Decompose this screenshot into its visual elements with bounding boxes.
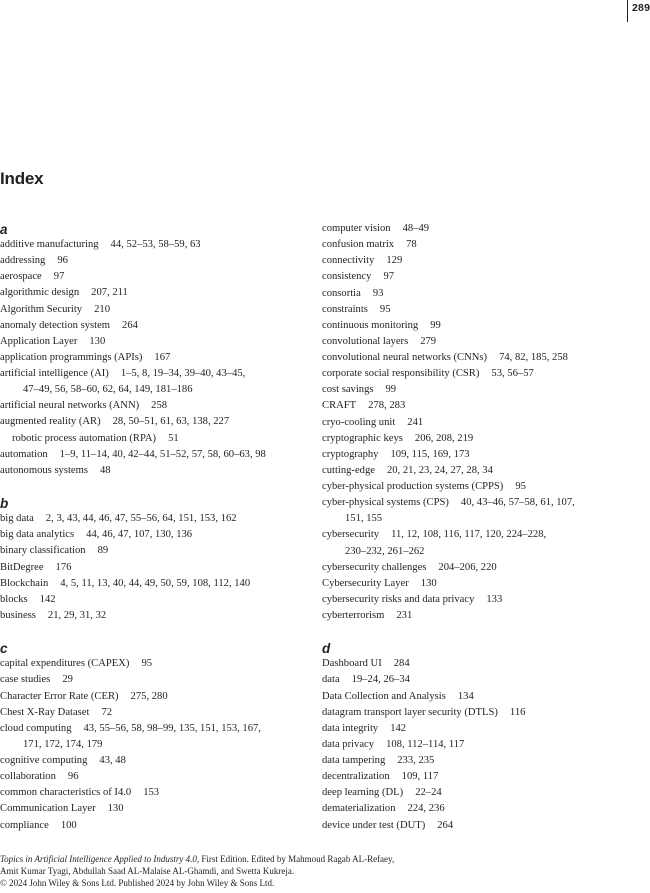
entry-term: Chest X-Ray Dataset bbox=[0, 706, 90, 718]
index-entry bbox=[0, 414, 308, 430]
index-entry bbox=[322, 769, 648, 785]
header-rule bbox=[627, 0, 628, 22]
entry-pages: 89 bbox=[97, 545, 109, 557]
footer-line-3: © 2024 John Wiley & Sons Ltd. Published 2024 by John Wiley & Sons Ltd. bbox=[0, 878, 275, 889]
entry-pages: 204–206, 220 bbox=[438, 561, 497, 573]
section-gap bbox=[322, 624, 648, 640]
entry-pages: 264 bbox=[437, 819, 454, 831]
entry-term: cryptography bbox=[322, 448, 379, 460]
entry-pages: 21, 29, 31, 32 bbox=[47, 609, 107, 621]
entry-pages: 130 bbox=[107, 803, 124, 815]
entry-term: business bbox=[0, 609, 36, 621]
index-entry bbox=[0, 350, 308, 366]
index-entry bbox=[322, 818, 648, 834]
entry-term: binary classification bbox=[0, 545, 86, 557]
index-entry bbox=[322, 415, 648, 431]
entry-pages: 97 bbox=[53, 271, 65, 283]
section-gap bbox=[0, 479, 308, 495]
entry-term: addressing bbox=[0, 255, 46, 267]
index-entry bbox=[322, 237, 648, 253]
entry-pages: 93 bbox=[372, 287, 384, 299]
index-entry bbox=[322, 463, 648, 479]
entry-term: cyber-physical systems (CPS) bbox=[322, 497, 449, 509]
index-entry bbox=[0, 785, 308, 801]
index-entry bbox=[0, 334, 308, 350]
entry-term: datagram transport layer security (DTLS) bbox=[322, 706, 498, 718]
entry-term: additive manufacturing bbox=[0, 239, 99, 251]
entry-pages: 1–9, 11–14, 40, 42–44, 51–52, 57, 58, 60–63, 98 bbox=[59, 448, 266, 460]
index-entry bbox=[0, 818, 308, 834]
entry-pages-continued: 171, 172, 174, 179 bbox=[23, 738, 103, 750]
entry-term: Communication Layer bbox=[0, 803, 96, 815]
entry-term: Cybersecurity Layer bbox=[322, 577, 409, 589]
section-letter: a bbox=[0, 222, 8, 237]
entry-pages-continued: 230–232, 261–262 bbox=[345, 545, 425, 557]
entry-term: cryo-cooling unit bbox=[322, 416, 396, 428]
index-entry bbox=[322, 286, 648, 302]
entry-pages: 206, 208, 219 bbox=[414, 432, 474, 444]
entry-pages: 153 bbox=[143, 787, 160, 799]
entry-pages: 72 bbox=[101, 706, 113, 718]
entry-pages: 44, 46, 47, 107, 130, 136 bbox=[86, 529, 193, 541]
entry-pages: 48 bbox=[100, 464, 111, 476]
index-entry bbox=[0, 285, 308, 301]
entry-term: autonomous systems bbox=[0, 464, 88, 476]
index-entry bbox=[0, 560, 308, 576]
entry-pages: 264 bbox=[122, 319, 138, 331]
footer-editors: First Edition. Edited by Mahmoud Ragab AL-Refaey, bbox=[199, 854, 395, 864]
entry-pages: 11, 12, 108, 116, 117, 120, 224–228, bbox=[391, 529, 547, 541]
entry-term: CRAFT bbox=[322, 400, 357, 412]
entry-pages: 95 bbox=[379, 303, 391, 315]
section-letter: c bbox=[0, 641, 8, 657]
index-entry bbox=[322, 253, 648, 269]
index-entry bbox=[0, 237, 308, 253]
index-entry bbox=[0, 447, 308, 463]
entry-pages: 142 bbox=[39, 593, 56, 605]
entry-term: automation bbox=[0, 448, 48, 460]
entry-pages: 116 bbox=[509, 706, 526, 718]
entry-term: Dashboard UI bbox=[322, 658, 382, 670]
entry-term: cost savings bbox=[322, 384, 374, 396]
entry-pages: 29 bbox=[62, 674, 73, 686]
entry-pages: 278, 283 bbox=[368, 400, 406, 412]
index-entry bbox=[322, 479, 648, 495]
entry-pages: 167 bbox=[154, 351, 171, 363]
index-entry bbox=[0, 302, 308, 318]
index-entry bbox=[322, 447, 648, 463]
entry-pages: 275, 280 bbox=[130, 690, 168, 702]
entry-pages: 95 bbox=[141, 658, 153, 670]
entry-term: collaboration bbox=[0, 771, 56, 783]
entry-term: cybersecurity challenges bbox=[322, 561, 427, 573]
index-entry bbox=[0, 705, 308, 721]
index-entry bbox=[322, 318, 648, 334]
index-entry bbox=[322, 382, 648, 398]
entry-term: blocks bbox=[0, 593, 28, 605]
index-entry bbox=[0, 463, 308, 479]
index-entry bbox=[0, 689, 308, 705]
index-entry bbox=[322, 527, 648, 543]
entry-pages: 233, 235 bbox=[397, 755, 435, 767]
entry-term: Blockchain bbox=[0, 577, 49, 589]
index-entry bbox=[322, 334, 648, 350]
entry-pages: 100 bbox=[60, 819, 77, 831]
index-entry bbox=[322, 269, 648, 285]
entry-term: cognitive computing bbox=[0, 755, 88, 767]
entry-term: Character Error Rate (CER) bbox=[0, 690, 119, 702]
index-entry bbox=[322, 495, 648, 511]
entry-pages: 74, 82, 185, 258 bbox=[499, 352, 568, 363]
section-letter: d bbox=[322, 641, 331, 657]
entry-term: cybersecurity bbox=[322, 529, 380, 541]
index-entry bbox=[322, 608, 648, 624]
entry-term: convolutional neural networks (CNNs) bbox=[322, 352, 488, 363]
entry-pages: 108, 112–114, 117 bbox=[386, 738, 465, 750]
entry-pages: 133 bbox=[486, 593, 503, 605]
entry-term: algorithmic design bbox=[0, 287, 80, 299]
entry-term: aerospace bbox=[0, 271, 42, 283]
index-entry bbox=[322, 221, 648, 237]
entry-pages: 207, 211 bbox=[91, 287, 128, 299]
entry-term: consistency bbox=[322, 271, 372, 283]
entry-pages: 176 bbox=[55, 561, 72, 573]
entry-pages: 109, 117 bbox=[401, 771, 439, 783]
entry-pages: 44, 52–53, 58–59, 63 bbox=[110, 239, 201, 251]
entry-term: confusion matrix bbox=[322, 239, 395, 251]
entry-term: robotic process automation (RPA) bbox=[12, 432, 157, 444]
entry-term: cryptographic keys bbox=[322, 432, 403, 444]
index-column-right bbox=[322, 221, 648, 834]
entry-term: anomaly detection system bbox=[0, 319, 111, 331]
entry-term: corporate social responsibility (CSR) bbox=[322, 368, 480, 380]
entry-term: compliance bbox=[0, 819, 49, 831]
index-entry bbox=[322, 785, 648, 801]
entry-pages: 48–49 bbox=[402, 223, 430, 234]
entry-pages: 99 bbox=[385, 384, 397, 396]
entry-pages-continued: 47–49, 56, 58–60, 62, 64, 149, 181–186 bbox=[23, 384, 193, 396]
index-entry bbox=[0, 592, 308, 608]
entry-pages: 210 bbox=[94, 303, 110, 315]
entry-pages: 40, 43–46, 57–58, 61, 107, bbox=[460, 497, 575, 509]
index-entry bbox=[0, 318, 308, 334]
section-gap bbox=[0, 624, 308, 640]
index-entry bbox=[0, 672, 308, 688]
index-entry bbox=[322, 592, 648, 608]
page-number: 289 bbox=[632, 2, 650, 14]
entry-pages: 142 bbox=[390, 722, 407, 734]
entry-term: cyber-physical production systems (CPPS) bbox=[322, 481, 504, 492]
index-entry bbox=[322, 560, 648, 576]
entry-pages: 51 bbox=[168, 432, 179, 444]
index-entry bbox=[322, 398, 648, 414]
entry-pages: 129 bbox=[386, 255, 403, 267]
entry-pages: 20, 21, 23, 24, 27, 28, 34 bbox=[386, 464, 493, 476]
entry-term: cyberterrorism bbox=[322, 610, 385, 621]
page-title: Index bbox=[0, 169, 44, 188]
entry-pages: 78 bbox=[406, 239, 417, 251]
index-entry bbox=[322, 801, 648, 817]
index-entry bbox=[0, 576, 308, 592]
entry-pages: 95 bbox=[515, 481, 526, 492]
entry-pages: 1–5, 8, 19–34, 39–40, 43–45, bbox=[120, 368, 246, 380]
index-entry bbox=[322, 753, 648, 769]
entry-pages: 28, 50–51, 61, 63, 138, 227 bbox=[112, 416, 230, 428]
copyright-footer bbox=[0, 853, 394, 890]
entry-term: Algorithm Security bbox=[0, 303, 83, 315]
index-entry bbox=[0, 527, 308, 543]
entry-pages: 279 bbox=[420, 335, 437, 347]
index-entry bbox=[0, 398, 308, 414]
index-entry bbox=[322, 302, 648, 318]
index-subentry bbox=[0, 431, 308, 447]
entry-term: capital expenditures (CAPEX) bbox=[0, 658, 130, 670]
entry-term: cloud computing bbox=[0, 722, 72, 734]
entry-term: consortia bbox=[322, 287, 361, 299]
entry-term: case studies bbox=[0, 674, 51, 686]
entry-term: big data analytics bbox=[0, 529, 75, 541]
section-letter: b bbox=[0, 496, 9, 512]
entry-pages: 241 bbox=[407, 416, 424, 428]
index-entry bbox=[0, 753, 308, 769]
entry-term: deep learning (DL) bbox=[322, 787, 404, 799]
index-entry bbox=[322, 350, 648, 366]
entry-term: cybersecurity risks and data privacy bbox=[322, 593, 475, 605]
index-entry bbox=[0, 366, 308, 382]
entry-term: data bbox=[322, 674, 340, 686]
entry-pages: 53, 56–57 bbox=[491, 368, 534, 380]
entry-term: data privacy bbox=[322, 738, 375, 750]
index-entry bbox=[322, 721, 648, 737]
entry-pages: 99 bbox=[430, 319, 441, 331]
entry-pages: 22–24 bbox=[415, 787, 442, 799]
entry-term: data tampering bbox=[322, 755, 386, 767]
index-entry bbox=[0, 801, 308, 817]
entry-term: artificial intelligence (AI) bbox=[0, 368, 109, 380]
index-entry bbox=[0, 269, 308, 285]
index-entry bbox=[0, 656, 308, 672]
index-entry bbox=[0, 253, 308, 269]
entry-term: common characteristics of I4.0 bbox=[0, 787, 132, 799]
entry-pages: 130 bbox=[89, 335, 106, 347]
index-column-left bbox=[0, 221, 308, 834]
index-entry bbox=[322, 576, 648, 592]
entry-term: Application Layer bbox=[0, 335, 78, 347]
entry-term: cutting-edge bbox=[322, 464, 375, 476]
entry-term: augmented reality (AR) bbox=[0, 416, 101, 428]
entry-term: BitDegree bbox=[0, 561, 44, 573]
entry-term: decentralization bbox=[322, 771, 390, 783]
entry-pages: 109, 115, 169, 173 bbox=[390, 448, 470, 460]
index-entry bbox=[322, 366, 648, 382]
footer-line-2: Amit Kumar Tyagi, Abdullah Saad AL-Malaise AL-Ghamdi, and Swetta Kukreja. bbox=[0, 866, 295, 877]
index-entry bbox=[322, 431, 648, 447]
entry-pages: 134 bbox=[457, 690, 474, 702]
index-entry bbox=[322, 737, 648, 753]
entry-pages: 97 bbox=[383, 271, 395, 283]
index-entry bbox=[0, 721, 308, 737]
entry-pages: 96 bbox=[67, 771, 79, 783]
index-entry bbox=[0, 543, 308, 559]
book-title: Topics in Artificial Intelligence Applied to Industry 4.0, bbox=[0, 854, 200, 864]
index-entry bbox=[322, 656, 648, 672]
entry-term: artificial neural networks (ANN) bbox=[0, 400, 140, 412]
entry-term: computer vision bbox=[322, 223, 391, 234]
entry-pages: 4, 5, 11, 13, 40, 44, 49, 50, 59, 108, 112, 140 bbox=[60, 577, 251, 589]
index-entry bbox=[0, 769, 308, 785]
entry-term: application programmings (APIs) bbox=[0, 351, 143, 363]
entry-term: dematerialization bbox=[322, 803, 396, 815]
entry-term: constraints bbox=[322, 303, 368, 315]
entry-pages-continued: 151, 155 bbox=[345, 513, 383, 525]
index-entry bbox=[322, 689, 648, 705]
entry-pages: 2, 3, 43, 44, 46, 47, 55–56, 64, 151, 153, 162 bbox=[45, 513, 237, 525]
entry-pages: 130 bbox=[420, 577, 437, 589]
entry-term: big data bbox=[0, 513, 34, 525]
entry-pages: 43, 55–56, 58, 98–99, 135, 151, 153, 167, bbox=[83, 722, 261, 734]
footer-line-1 bbox=[0, 853, 394, 865]
entry-term: device under test (DUT) bbox=[322, 819, 426, 831]
entry-term: continuous monitoring bbox=[322, 319, 419, 331]
entry-pages: 258 bbox=[151, 400, 168, 412]
entry-pages: 224, 236 bbox=[407, 803, 445, 815]
entry-pages: 284 bbox=[393, 658, 410, 670]
entry-term: Data Collection and Analysis bbox=[322, 690, 446, 702]
entry-term: data integrity bbox=[322, 722, 379, 734]
index-entry bbox=[322, 705, 648, 721]
entry-pages: 19–24, 26–34 bbox=[351, 674, 410, 686]
entry-pages: 96 bbox=[57, 255, 68, 267]
entry-term: connectivity bbox=[322, 255, 375, 267]
index-entry bbox=[0, 608, 308, 624]
entry-term: convolutional layers bbox=[322, 335, 409, 347]
entry-pages: 43, 48 bbox=[99, 755, 126, 767]
index-entry bbox=[0, 511, 308, 527]
index-entry bbox=[322, 672, 648, 688]
entry-pages: 231 bbox=[396, 610, 413, 621]
